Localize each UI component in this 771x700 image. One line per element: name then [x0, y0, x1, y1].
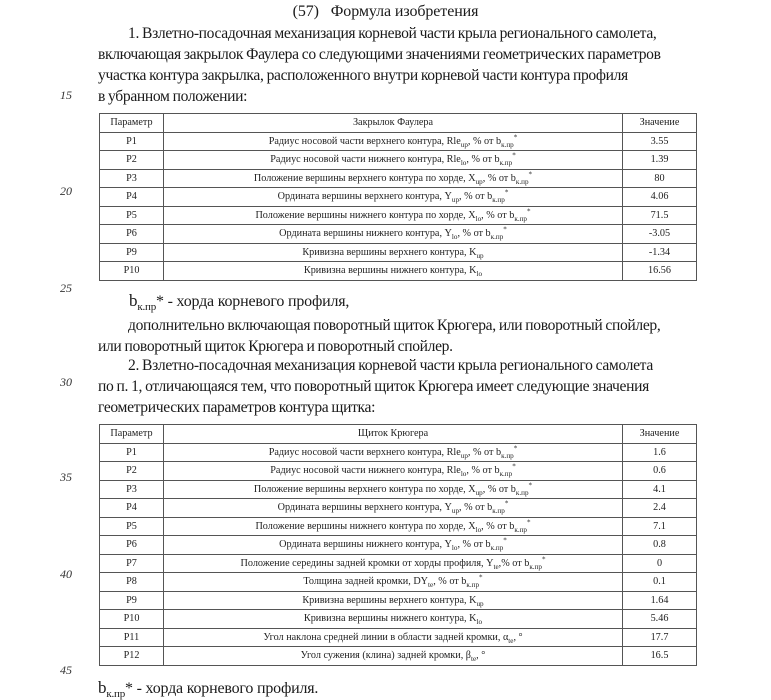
- description-subscript: up: [451, 196, 459, 205]
- description-subscript: lo: [451, 544, 458, 553]
- table-row: [100, 610, 697, 629]
- description-subscript: lo: [476, 270, 483, 279]
- table-row: [100, 243, 697, 262]
- footnote-marker: *: [528, 170, 533, 179]
- unit-subscript: к.пр: [514, 525, 527, 534]
- description-subscript: lo: [460, 159, 467, 168]
- table-row: [100, 573, 697, 592]
- description-unit: , % от b: [467, 135, 502, 147]
- description-text: Ордината вершины верхнего контура, Y: [277, 502, 452, 514]
- footnote-chord: [129, 291, 349, 312]
- table-row: [100, 536, 697, 555]
- description-subscript: up: [476, 599, 484, 608]
- description-text: Положение вершины нижнего контура по хорде, X: [255, 209, 476, 221]
- description-unit: , % от b: [481, 520, 515, 532]
- cell-value: 4.1: [623, 480, 697, 499]
- table-row: [100, 443, 697, 462]
- cell-parameter: P2: [100, 151, 164, 170]
- footnote-marker: *: [528, 481, 533, 490]
- description-subscript: up: [460, 451, 468, 460]
- description-subscript: te: [470, 655, 477, 664]
- footnote-marker: *: [479, 573, 483, 582]
- header-parameter: Параметр: [100, 114, 164, 133]
- table-row: [100, 132, 697, 151]
- description-subscript: lo: [475, 214, 482, 223]
- additional-line: дополнительно включающая поворотный щиток Крюгера, или поворотный спойлер,: [128, 317, 661, 334]
- unit-subscript: к.пр: [501, 140, 514, 149]
- table-header-row: [100, 114, 697, 133]
- cell-parameter: P12: [100, 647, 164, 666]
- footnote-marker: *: [513, 133, 518, 142]
- cell-value: 71.5: [623, 206, 697, 225]
- description-unit: ,% от b: [498, 557, 530, 569]
- additional-text: [98, 315, 700, 357]
- cell-parameter: P11: [100, 628, 164, 647]
- unit-subscript: к.пр: [499, 159, 513, 168]
- cell-description: [164, 573, 623, 592]
- krueger-flap-parameters-table: [99, 424, 697, 666]
- table-row: [100, 480, 697, 499]
- section-heading: [0, 2, 771, 22]
- footnote-marker: *: [503, 225, 507, 234]
- table-row: [100, 169, 697, 188]
- unit-subscript: к.пр: [514, 214, 527, 223]
- unit-subscript: к.пр: [501, 451, 514, 460]
- claim-2-line: 2. Взлетно-посадочная механизация корневой части крыла регионального самолета: [128, 357, 653, 374]
- header-parameter: Параметр: [100, 425, 164, 444]
- description-text: Положение вершины верхнего контура по хорде, X: [253, 172, 476, 184]
- cell-value: 0.1: [623, 573, 697, 592]
- claim-2-line: по п. 1, отличающаяся тем, что поворотный щиток Крюгера имеет следующие значения: [98, 378, 649, 395]
- description-subscript: te: [508, 636, 514, 645]
- description-text: Ордината вершины верхнего контура, Y: [277, 191, 452, 203]
- table-row: [100, 591, 697, 610]
- description-text: Угол наклона средней линии в области задней кромки, α: [263, 631, 509, 643]
- description-unit: , % от b: [457, 539, 491, 551]
- cell-parameter: P10: [100, 262, 164, 281]
- description-unit: , % от b: [459, 502, 493, 514]
- table-row: [100, 225, 697, 244]
- cell-description: [164, 443, 623, 462]
- cell-value: 0.6: [623, 462, 697, 481]
- cell-description: [164, 628, 623, 647]
- description-unit: , °: [476, 650, 486, 662]
- cell-parameter: P6: [100, 536, 164, 555]
- footnote-marker: *: [503, 536, 507, 545]
- cell-parameter: P5: [100, 517, 164, 536]
- cell-value: 17.7: [623, 628, 697, 647]
- cell-description: [164, 206, 623, 225]
- description-unit: , % от b: [459, 191, 493, 203]
- description-unit: , % от b: [433, 576, 467, 588]
- footnote-subscript: к.пр: [106, 688, 125, 700]
- description-subscript: lo: [460, 470, 467, 479]
- line-number: 35: [60, 470, 72, 484]
- cell-parameter: P1: [100, 132, 164, 151]
- cell-value: -3.05: [623, 225, 697, 244]
- claim-1-line: участка контура закрылка, расположенного внутри корневой части контура профиля: [98, 67, 628, 84]
- cell-value: 1.39: [623, 151, 697, 170]
- description-text: Кривизна вершины верхнего контура, K: [302, 246, 477, 258]
- description-unit: , % от b: [481, 209, 515, 221]
- cell-value: 16.5: [623, 647, 697, 666]
- cell-parameter: P7: [100, 554, 164, 573]
- section-title: Формула изобретения: [330, 3, 479, 20]
- table-row: [100, 517, 697, 536]
- unit-subscript: к.пр: [466, 581, 480, 590]
- description-subscript: lo: [451, 233, 458, 242]
- description-subscript: up: [475, 177, 483, 186]
- description-text: Угол сужения (клина) задней кромки, β: [300, 650, 471, 662]
- claim-2-line: геометрических параметров контура щитка:: [98, 399, 376, 416]
- unit-subscript: к.пр: [515, 488, 529, 497]
- cell-description: [164, 499, 623, 518]
- table-row: [100, 262, 697, 281]
- cell-description: [164, 262, 623, 281]
- unit-subscript: к.пр: [529, 562, 542, 571]
- header-value: Значение: [623, 425, 697, 444]
- cell-parameter: P6: [100, 225, 164, 244]
- additional-line: или поворотный щиток Крюгера и поворотный спойлер.: [98, 338, 453, 355]
- footnote-marker: *: [512, 151, 516, 160]
- cell-description: [164, 188, 623, 207]
- table-row: [100, 628, 697, 647]
- cell-description: [164, 151, 623, 170]
- header-value: Значение: [623, 114, 697, 133]
- footnote-marker: *: [541, 555, 546, 564]
- description-subscript: lo: [476, 618, 483, 627]
- description-text: Положение середины задней кромки от хорды профиля, Y: [240, 557, 494, 569]
- cell-parameter: P10: [100, 610, 164, 629]
- unit-subscript: к.пр: [490, 233, 504, 242]
- claim-1-line: в убранном положении:: [98, 88, 248, 105]
- cell-value: 3.55: [623, 132, 697, 151]
- description-text: Радиус носовой части верхнего контура, Rle: [268, 446, 461, 458]
- description-text: Положение вершины верхнего контура по хорде, X: [253, 483, 476, 495]
- fowler-flap-parameters-table: [99, 113, 697, 281]
- cell-description: [164, 480, 623, 499]
- line-number: 45: [60, 663, 72, 677]
- unit-subscript: к.пр: [492, 507, 505, 516]
- description-text: Кривизна вершины верхнего контура, K: [302, 594, 477, 606]
- cell-parameter: P8: [100, 573, 164, 592]
- cell-description: [164, 610, 623, 629]
- description-text: Радиус носовой части нижнего контура, Rle: [270, 154, 461, 166]
- footnote-symbol: b: [129, 291, 138, 310]
- table-row: [100, 554, 697, 573]
- cell-description: [164, 462, 623, 481]
- header-krueger-flap: Щиток Крюгера: [164, 425, 623, 444]
- table-row: [100, 499, 697, 518]
- table-row: [100, 647, 697, 666]
- cell-parameter: P4: [100, 499, 164, 518]
- cell-value: 0: [623, 554, 697, 573]
- description-unit: , % от b: [467, 446, 502, 458]
- table-row: [100, 188, 697, 207]
- claim-1-line: включающая закрылок Фаулера со следующими значениями геометрических параметров: [98, 46, 661, 63]
- line-number: 20: [60, 184, 72, 198]
- cell-value: 5.46: [623, 610, 697, 629]
- cell-value: 2.4: [623, 499, 697, 518]
- description-unit: , % от b: [466, 154, 500, 166]
- cell-value: 80: [623, 169, 697, 188]
- cell-value: 7.1: [623, 517, 697, 536]
- section-number: (57): [292, 3, 319, 20]
- claim-2-text: [98, 355, 700, 418]
- cell-description: [164, 536, 623, 555]
- footnote-marker: *: [504, 188, 509, 197]
- unit-subscript: к.пр: [515, 177, 529, 186]
- claim-1-text: [98, 23, 700, 107]
- cell-parameter: P2: [100, 462, 164, 481]
- unit-subscript: к.пр: [499, 470, 513, 479]
- description-subscript: te: [428, 581, 434, 590]
- cell-value: -1.34: [623, 243, 697, 262]
- footnote-marker: *: [526, 518, 531, 527]
- footnote-symbol: b: [98, 678, 107, 697]
- table-row: [100, 206, 697, 225]
- claim-1-line: 1. Взлетно-посадочная механизация корневой части крыла регионального самолета,: [128, 25, 657, 42]
- footnote-subscript: к.пр: [137, 301, 156, 314]
- cell-parameter: P9: [100, 243, 164, 262]
- description-text: Ордината вершины нижнего контура, Y: [279, 539, 452, 551]
- description-subscript: up: [451, 507, 459, 516]
- description-subscript: up: [476, 251, 484, 260]
- cell-description: [164, 647, 623, 666]
- cell-parameter: P4: [100, 188, 164, 207]
- cell-value: 4.06: [623, 188, 697, 207]
- cell-parameter: P5: [100, 206, 164, 225]
- footnote-marker: *: [513, 444, 518, 453]
- table-row: [100, 462, 697, 481]
- description-unit: , °: [513, 631, 523, 643]
- cell-value: 1.6: [623, 443, 697, 462]
- footnote-text: * - хорда корневого профиля.: [125, 680, 319, 697]
- cell-parameter: P9: [100, 591, 164, 610]
- cell-value: 0.8: [623, 536, 697, 555]
- cell-description: [164, 225, 623, 244]
- description-unit: , % от b: [466, 465, 500, 477]
- footnote-marker: *: [526, 207, 531, 216]
- cell-description: [164, 554, 623, 573]
- line-number: 40: [60, 567, 72, 581]
- unit-subscript: к.пр: [490, 544, 504, 553]
- description-unit: , % от b: [482, 172, 516, 184]
- cell-parameter: P3: [100, 169, 164, 188]
- cell-description: [164, 591, 623, 610]
- description-text: Ордината вершины нижнего контура, Y: [279, 228, 452, 240]
- footnote-marker: *: [504, 499, 509, 508]
- cell-parameter: P1: [100, 443, 164, 462]
- description-unit: , % от b: [482, 483, 516, 495]
- unit-subscript: к.пр: [492, 196, 505, 205]
- description-subscript: te: [493, 562, 499, 571]
- header-fowler-flap: Закрылок Фаулера: [164, 114, 623, 133]
- line-number: 25: [60, 281, 72, 295]
- cell-description: [164, 169, 623, 188]
- table-header-row: [100, 425, 697, 444]
- description-text: Кривизна вершины нижнего контура, K: [303, 613, 477, 625]
- description-text: Радиус носовой части нижнего контура, Rle: [270, 465, 461, 477]
- footnote-marker: *: [512, 462, 516, 471]
- cell-parameter: P3: [100, 480, 164, 499]
- description-text: Толщина задней кромки, DY: [303, 576, 429, 588]
- line-number: 30: [60, 375, 72, 389]
- description-text: Радиус носовой части верхнего контура, Rle: [268, 135, 461, 147]
- cell-value: 1.64: [623, 591, 697, 610]
- cell-description: [164, 132, 623, 151]
- description-text: Положение вершины нижнего контура по хорде, X: [255, 520, 476, 532]
- description-subscript: up: [475, 488, 483, 497]
- footnote-chord: [98, 678, 318, 699]
- table-row: [100, 151, 697, 170]
- cell-value: 16.56: [623, 262, 697, 281]
- cell-description: [164, 517, 623, 536]
- footnote-text: * - хорда корневого профиля,: [156, 293, 350, 310]
- description-unit: , % от b: [457, 228, 491, 240]
- description-subscript: up: [460, 140, 468, 149]
- description-subscript: lo: [475, 525, 482, 534]
- description-text: Кривизна вершины нижнего контура, K: [303, 265, 477, 277]
- line-number: 15: [60, 88, 72, 102]
- cell-description: [164, 243, 623, 262]
